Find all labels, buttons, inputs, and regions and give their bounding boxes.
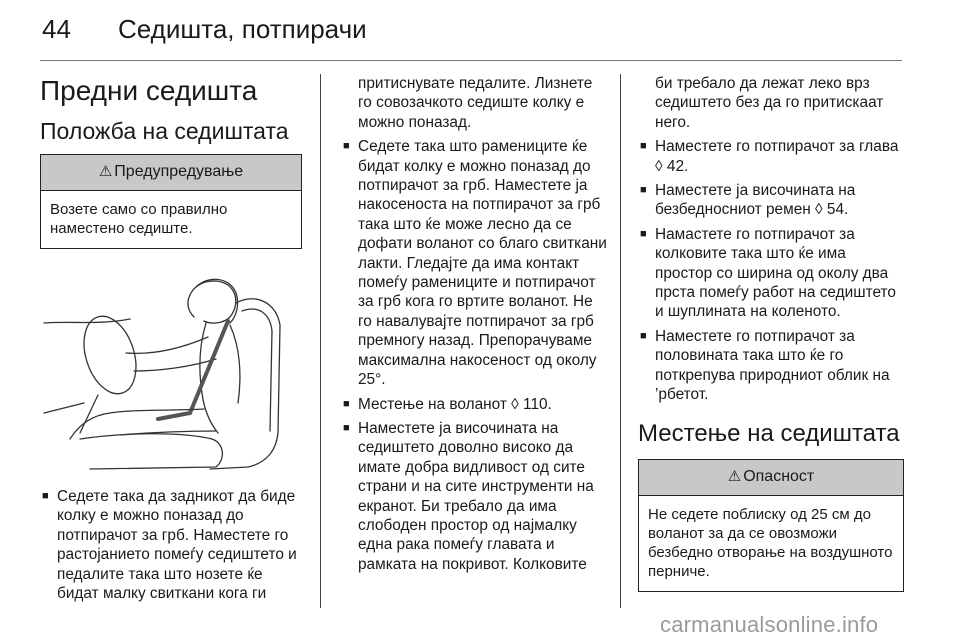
warning-icon: ⚠ — [98, 163, 113, 180]
column-3 — [638, 74, 904, 606]
bullet-square-icon: ■ — [343, 397, 350, 410]
bullet-square-icon: ■ — [640, 184, 647, 197]
warning-box-header — [41, 155, 301, 191]
seated-driver-illustration — [40, 263, 302, 473]
bullet-square-icon: ■ — [640, 140, 647, 153]
list-item: ■ Намастете го потпирачот за колковите така што ќе има простор со ширина од околу два прста помеѓу работ на седиштето и шуплината на коленото. — [640, 225, 896, 321]
list-item: ■ Местење на воланот ◊ 110. — [343, 395, 552, 413]
chapter-title: Седишта, потпирачи — [118, 13, 367, 44]
warning-title: Предупредување — [114, 163, 244, 180]
section2-title: Местење на седиштата — [638, 419, 900, 447]
continued-text: притиснувате педалите. Лизнете го совозачкото седиште колку е можно поназад. — [358, 75, 593, 131]
bullet-square-icon: ■ — [640, 329, 647, 342]
bullet-square-icon: ■ — [343, 421, 350, 434]
danger-box — [638, 459, 904, 592]
danger-box-header — [639, 460, 903, 496]
warning-text: Возете само со правилно наместено седиште. — [50, 201, 228, 237]
bullet-square-icon: ■ — [343, 140, 350, 153]
bullet-square-icon: ■ — [640, 227, 647, 240]
column-divider-1 — [320, 74, 321, 608]
warning-box — [40, 154, 302, 249]
warning-icon: ⚠ — [727, 467, 742, 485]
list-item: ■ Седете така што рамениците ќе бидат колку е можно поназад до потпирачот за грб. Наместете ја накосеноста на потпирачот за грб така што ќе може лесно да се дофати воланот со благо свиткани лакти. Гледајте да има контакт помеѓу рамениците и потпирачот за грб кога го вртите воланот. Не го навалувајте потпирачот за грб премногу назад. Препорачуваме максимална накосеност од околу 25°. — [343, 138, 607, 389]
danger-text: Не седете поблиску од 25 см до воланот за да се овозможи безбедно отворање на воздушното перниче. — [648, 505, 893, 580]
page-header — [42, 12, 367, 46]
column-1 — [40, 74, 302, 608]
list-item: ■ Наместете ја височината на безбедносниот ремен ◊ 54. — [640, 182, 856, 219]
list-item: ■ Наместете го потпирачот за глава ◊ 42. — [640, 138, 899, 175]
section-subtitle: Положба на седиштата — [40, 118, 289, 144]
watermark: carmanualsonline.info — [660, 612, 879, 637]
danger-title: Опасност — [743, 467, 815, 485]
list-item: ■ Наместете го потпирачот за половината така што ќе го поткрепува природниот облик на ’рбетот. — [640, 327, 890, 404]
header-divider — [40, 60, 902, 61]
section-title: Предни седишта — [40, 75, 258, 106]
column-2 — [341, 74, 607, 579]
page-number: 44 — [42, 13, 71, 44]
column-divider-2 — [620, 74, 621, 608]
continued-text: би требало да лежат леко врз седиштето без да го притискаат него. — [655, 75, 884, 131]
list-item: ■ Седете така да задникот да биде колку е можно поназад до потпирачот за грб. Наместете го растојанието помеѓу седиштето и педалите така што нозете ќе бидат малку свиткани кога ги — [42, 488, 297, 603]
list-item: ■ Наместете ја височината на седиштето доволно високо да имате добра видливост од сите страни и на сите инструменти на екранот. Би требало да има слободен простор од најмалку една рака помеѓу главата и рамката на покривот. Колковите — [343, 419, 594, 573]
bullet-square-icon: ■ — [42, 490, 49, 502]
